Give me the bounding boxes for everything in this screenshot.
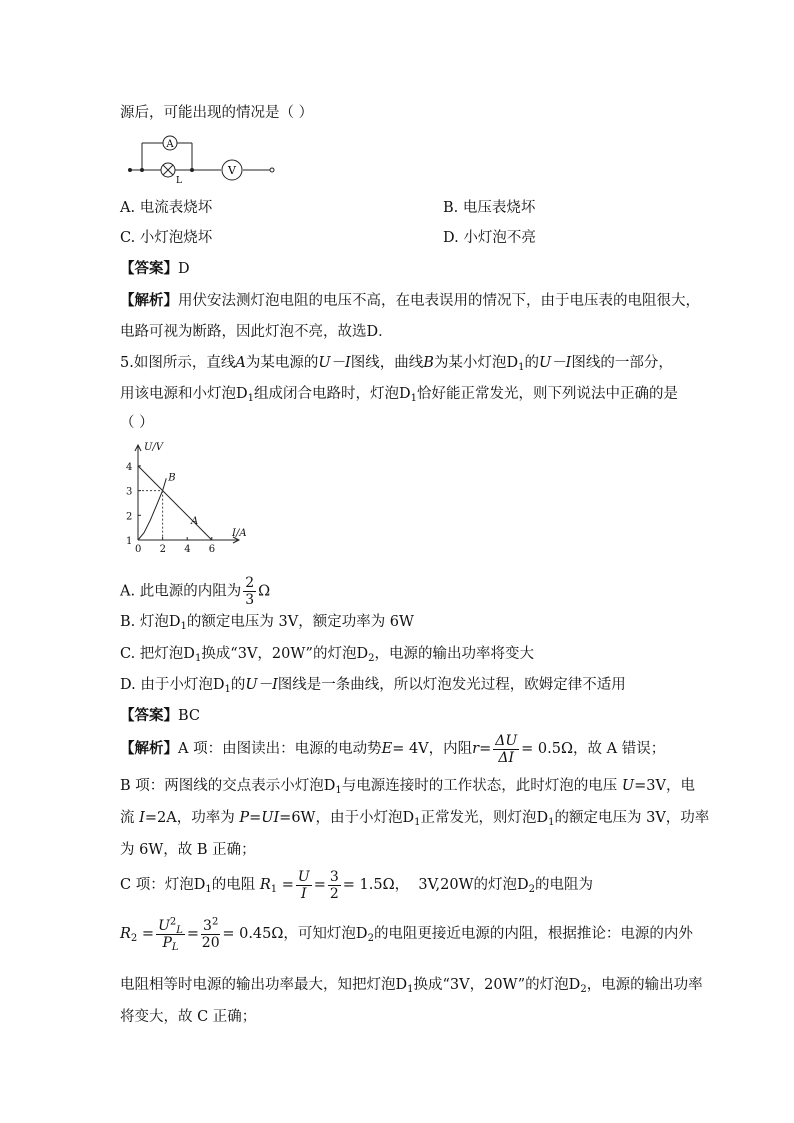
x-tick-label: 2 [159,544,166,555]
q4-option-c: C. 小灯泡烧坏 [120,230,213,246]
q5-analysis-c-3: 电阻相等时电源的输出功率最大，知把灯泡$D_1$换成“3V，20W”的灯泡$D_2$，电源的输出功率 [120,977,703,995]
q4-option-b: B. 电压表烧坏 [443,200,536,216]
answer-value: D [178,261,190,277]
q5-analysis-c-4: 将变大，故 C 正确； [120,1009,257,1025]
q5-option-d: D. 由于小灯泡$D_1$的U－I图线是一条曲线，所以灯泡发光过程，欧姆定律不适用 [120,677,626,695]
q4-stem-tail [120,103,313,123]
series-b-curve [138,478,166,540]
y-axis-label: U/V [144,442,164,453]
lamp-label: L [176,176,182,184]
q4-analysis-line-2: 电路可视为断路，因此灯泡不亮，故选D． [120,324,393,340]
q5-option-c: C. 把灯泡$D_1$换成“3V，20W”的灯泡$D_2$，电源的输出功率将变大 [120,646,534,664]
q5-analysis-b-3: 为 6W，故 B 正确； [120,842,256,858]
q5-analysis-b-1: B 项：两图线的交点表示小灯泡$D_1$与电源连接时的工作状态，此时灯泡的电压 U=3V，电 [120,778,695,796]
y-tick-label: 4 [126,461,133,473]
q4-analysis-line-1 [120,291,700,311]
q5-analysis-c-1: C 项：灯泡$D_1$的电阻 $R_1$ = $\frac{U}{I}$ = $\frac{3}{2}$ = 1.5Ω， 3V,20W的灯泡$D_2$的电阻为 [120,868,594,902]
q4-option-d: D. 小灯泡不亮 [443,230,536,246]
fraction: $\frac{3^2}{20}$ [201,915,220,951]
analysis-tag: 【解析】 [120,292,178,309]
y-tick-label: 2 [126,511,133,523]
series-a-label: A [191,516,199,528]
q5-analysis-a: 【解析】A 项：由图读出：电源的电动势E= 4V，内阻r= $\frac{\Delta U}{\Delta I}$ = 0.5Ω，故 A 错误； [120,732,666,766]
q5-ui-chart [120,440,260,560]
fraction: $\frac{U}{I}$ [297,868,310,902]
x-tick-label: 0 [135,544,142,555]
q4-answer [120,259,190,279]
ammeter-label: A [166,139,174,150]
q5-option-a: A. 此电源的内阻为 $\frac{2}{3}$ Ω [120,575,271,608]
q4-stem-text: 源后，可能出现的情况是（ ） [120,105,314,121]
q5-option-b: B. 灯泡$D_1$的额定电压为 3V，额定功率为 6W [120,614,414,632]
q4-option-a: A. 电流表烧坏 [120,200,213,216]
fraction: $\frac{2}{3}$ [245,575,255,608]
x-tick-label: 4 [184,544,191,555]
x-axis-label: I/A [232,528,247,539]
x-tick-label: 6 [208,544,216,555]
analysis-text: 用伏安法测灯泡电阻的电压不高，在电表误用的情况下，由于电压表的电阻很大， [178,293,700,309]
q5-analysis-c-2: $R_2$ = $\frac{U^2_L}{P_L}$ = $\frac{3^2}{20}$ = 0.45Ω，可知灯泡$D_2$的电阻更接近电源的内阻，根据推论：电源的内外 [120,915,693,953]
q5-stem-line-2: 用该电源和小灯泡$D_1$组成闭合电路时，灯泡$D_1$恰好能正常发光，则下列说法中正确的是 [120,386,679,404]
voltmeter-label: V [228,164,236,177]
y-tick-label: 3 [126,486,133,498]
q5-answer: 【答案】BC [120,707,201,724]
y-tick-label: 1 [126,536,133,547]
series-b-label: B [168,472,176,484]
q5-stem-line-3: （ ） [120,415,154,431]
q5-analysis-b-2: 流 I=2A，功率为 P=UI=6W，由于小灯泡$D_1$正常发光，则灯泡$D_1$的额定电压为 3V，功率 [120,810,710,828]
q4-circuit-diagram [120,128,280,184]
fraction: $\frac{3}{2}$ [329,868,339,902]
answer-tag: 【答案】 [120,260,178,277]
fraction: $\frac{\Delta U}{\Delta I}$ [495,732,518,766]
q5-stem-line-1: 5.如图所示，直线A为某电源的U－I图线，曲线B为某小灯泡$D_1$的U－I图线的一部分， [120,355,673,373]
fraction: $\frac{U^2_L}{P_L}$ [158,915,183,953]
